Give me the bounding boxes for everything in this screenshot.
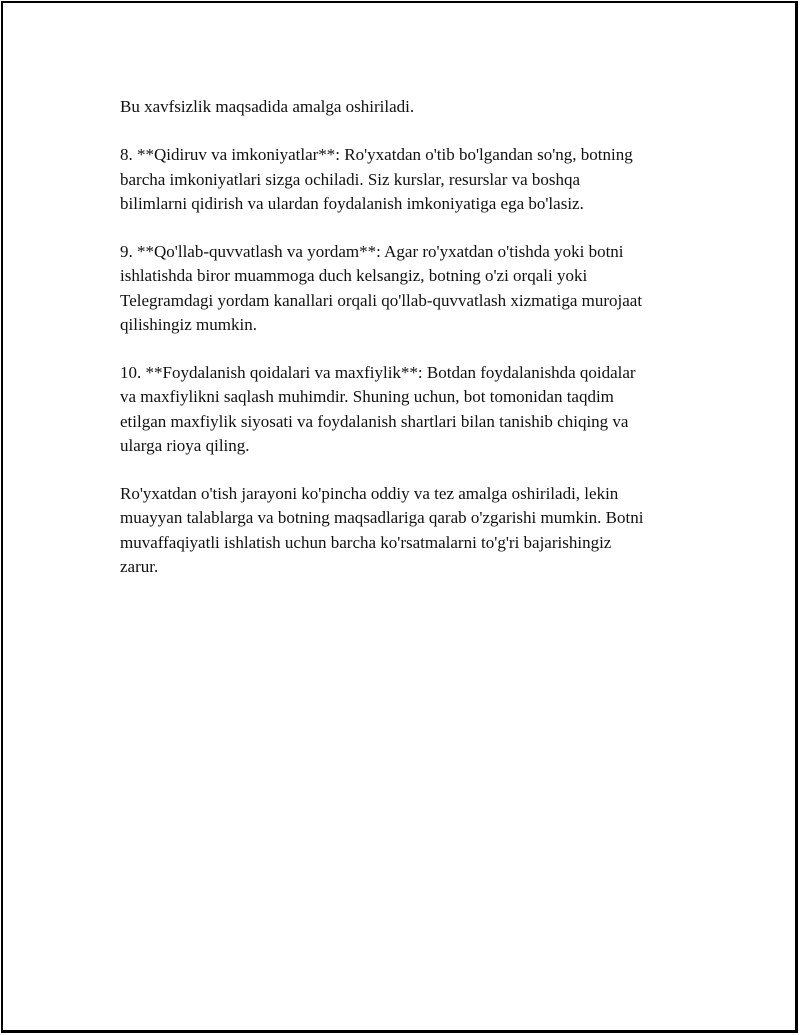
- text-line: muvaffaqiyatli ishlatish uchun barcha ko'rsatmalarni to'g'ri bajarishingiz: [120, 532, 612, 552]
- text-line: 10. **Foydalanish qoidalari va maxfiylik**: Botdan foydalanishda qoidalar: [120, 363, 636, 383]
- text-line: qilishingiz mumkin.: [120, 314, 257, 334]
- text-line: ishlatishda biror muammoga duch kelsangiz, botning o'zi orqali yoki: [120, 266, 588, 286]
- text-line: bilimlarni qidirish va ulardan foydalanish imkoniyatiga ega bo'lasiz.: [120, 193, 584, 213]
- paragraph-conclusion: [120, 482, 700, 579]
- paragraph-support-help: [120, 240, 700, 337]
- text-line: va maxfiylikni saqlash muhimdir. Shuning uchun, bot tomonidan taqdim: [120, 387, 614, 407]
- text-line: ularga rioya qiling.: [120, 435, 250, 455]
- paragraph-search-capabilities: [120, 143, 700, 216]
- text-line: 8. **Qidiruv va imkoniyatlar**: Ro'yxatdan o'tib bo'lgandan so'ng, botning: [120, 145, 633, 165]
- text-line: muayyan talablarga va botning maqsadlariga qarab o'zgarishi mumkin. Botni: [120, 508, 644, 528]
- text-line: Ro'yxatdan o'tish jarayoni ko'pincha oddiy va tez amalga oshiriladi, lekin: [120, 484, 619, 504]
- text-line: etilgan maxfiylik siyosati va foydalanish shartlari bilan tanishib chiqing va: [120, 411, 629, 431]
- document-body: [120, 95, 700, 603]
- text-line: barcha imkoniyatlari sizga ochiladi. Siz kurslar, resurslar va boshqa: [120, 169, 581, 189]
- text-line: zarur.: [120, 556, 159, 576]
- document-page: [1, 1, 798, 1033]
- text-line: Telegramdagi yordam kanallari orqali qo'llab-quvvatlash xizmatiga murojaat: [120, 290, 643, 310]
- paragraph-rules-privacy: [120, 361, 700, 458]
- paragraph-security-note: [120, 95, 700, 119]
- text-line: Bu xavfsizlik maqsadida amalga oshiriladi.: [120, 97, 415, 116]
- text-line: 9. **Qo'llab-quvvatlash va yordam**: Agar ro'yxatdan o'tishda yoki botni: [120, 242, 624, 262]
